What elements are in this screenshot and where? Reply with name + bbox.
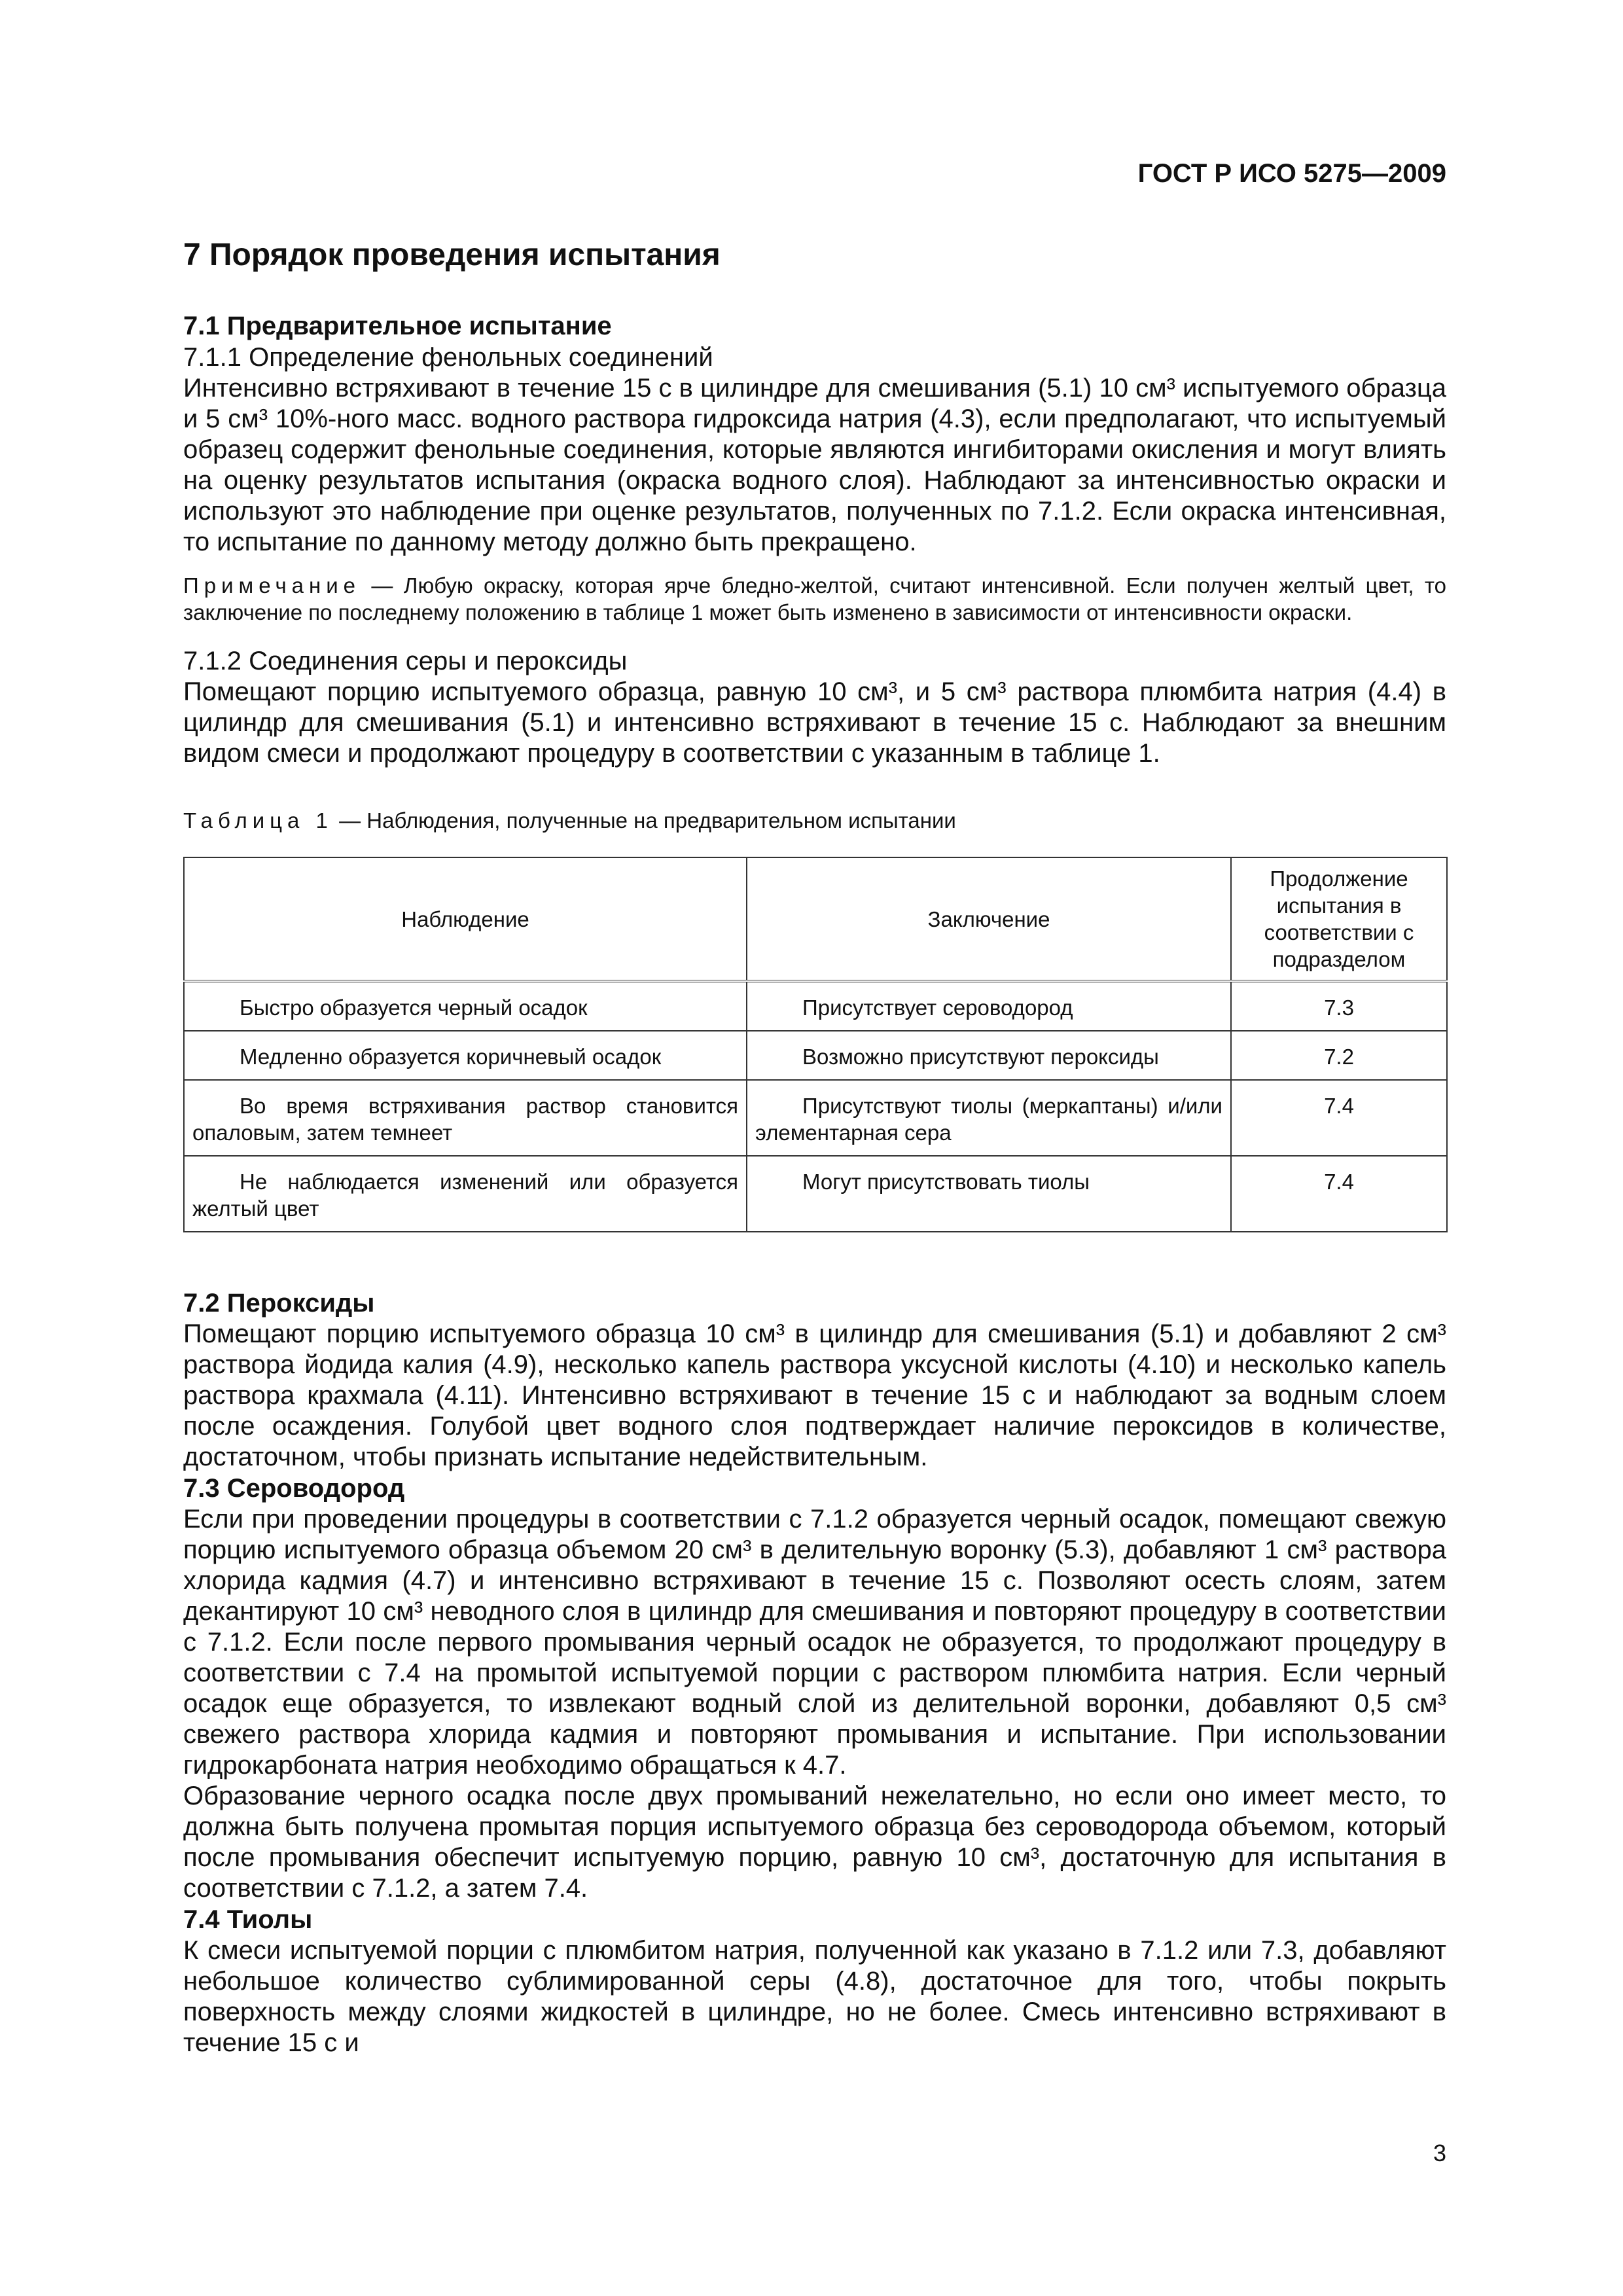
table-cell-observation — [184, 1031, 747, 1080]
table-cell-conclusion — [747, 1080, 1231, 1156]
section-7-1-2-heading: 7.1.2 Соединения серы и пероксиды — [183, 647, 628, 675]
table-cell-continuation: 7.2 — [1231, 1031, 1447, 1080]
section-7-3-text-1: Если при проведении процедуры в соответствии с 7.1.2 образуется черный осадок, помещают свежую порцию испытуемого образца объемом 20 см³ в делительную воронку (5.3), добавляют 1 см³ раствора хлорида кадмия (4.7) и интенсивно встряхивают в течение 15 с. Позволяют осесть слоям, затем декантируют 10 см³ неводного слоя в цилиндр для смешивания и повторяют процедуру в соответствии с 7.1.2. Если после первого промывания черный осадок не образуется, то продолжают процедуру в соответствии с 7.4 на промытой испытуемой порции с раствором плюмбита натрия. Если черный осадок еще образуется, то извлекают водный слой из делительной воронки, добавляют 0,5 см³ свежего раствора хлорида кадмия и повторяют промывания и испытание. При использовании гидрокарбоната натрия необходимо обращаться к 4.7. — [183, 1505, 1446, 1780]
document-page — [183, 157, 1446, 2058]
section-7-2-heading: 7.2 Пероксиды — [183, 1289, 375, 1318]
table-row — [184, 981, 1447, 1031]
section-7-2-text: Помещают порцию испытуемого образца 10 см³ в цилиндр для смешивания (5.1) и добавляют 2 см³ раствора йодида калия (4.9), несколько капель раствора уксусной кислоты (4.10) и несколько капель раствора крахмала (4.11). Интенсивно встряхивают в течение 15 с и наблюдают за водным слоем после осаждения. Голубой цвет водного слоя подтверждает наличие пероксидов в количестве, достаточном, чтобы признать испытание недействительным. — [183, 1319, 1446, 1471]
table-row — [184, 1031, 1447, 1080]
table-header-observation: Наблюдение — [184, 857, 747, 981]
table-cell-observation — [184, 1080, 747, 1156]
note-text: — Любую окраску, которая ярче бледно-желтой, считают интенсивной. Если получен желтый цвет, то заключение по последнему положению в таблице 1 может быть изменено в зависимости от интенсивности окраски. — [183, 573, 1446, 624]
table-cell-text: Во время встряхивания раствор становится опаловым, затем темнеет — [192, 1094, 738, 1145]
table-header-continuation: Продолжение испытания в соответствии с подразделом — [1231, 857, 1447, 981]
document-code: ГОСТ Р ИСО 5275—2009 — [1137, 159, 1446, 188]
table-cell-text: Могут присутствовать тиолы — [802, 1170, 1090, 1194]
table-cell-observation — [184, 1156, 747, 1232]
table-1-caption — [183, 807, 1446, 834]
section-7-1-1-paragraph: Интенсивно встряхивают в течение 15 с в цилиндре для смешивания (5.1) 10 см³ испытуемого образца и 5 см³ 10%-ного масс. водного раствора гидроксида натрия (4.3), если предполагают, что испытуемый образец содержит фенольные соединения, которые являются ингибиторами окисления и могут влиять на оценку результатов испытания (окраска водного слоя). Наблюдают за интенсивностью окраски и используют это наблюдение при оценке результатов, полученных по 7.1.2. Если окраска интенсивная, то испытание по данному методу должно быть прекращено. — [183, 374, 1446, 556]
table-cell-text: Не наблюдается изменений или образуется желтый цвет — [192, 1170, 738, 1221]
table-cell-text: Присутствуют тиолы (меркаптаны) и/или элементарная сера — [755, 1094, 1222, 1145]
section-7-4-text: К смеси испытуемой порции с плюмбитом натрия, полученной как указано в 7.1.2 или 7.3, добавляют небольшое количество сублимированной серы (4.8), достаточное для того, чтобы покрыть поверхность между слоями жидкостей в цилиндре, но не более. Смесь интенсивно встряхивают в течение 15 с и — [183, 1936, 1446, 2057]
table-cell-conclusion — [747, 1031, 1231, 1080]
table-1-caption-text: — Наблюдения, полученные на предварительном испытании — [339, 808, 956, 833]
section-7-1-1-text — [183, 373, 1446, 558]
table-cell-text: Возможно присутствуют пероксиды — [802, 1045, 1159, 1069]
section-7-3-heading: 7.3 Сероводород — [183, 1474, 405, 1503]
table-1-caption-label: Таблица 1 — [183, 808, 333, 833]
table-cell-text: Присутствует сероводород — [802, 996, 1073, 1020]
section-7-1-heading: 7.1 Предварительное испытание — [183, 312, 612, 340]
section-7-3-text-2: Образование черного осадка после двух промываний нежелательно, но если оно имеет место, то должна быть получена промытая порция испытуемого образца без сероводорода объемом, который после промывания обеспечит испытуемую порцию, равную 10 см³, достаточную для испытания в соответствии с 7.1.2, а затем 7.4. — [183, 1782, 1446, 1903]
table-cell-text: Медленно образуется коричневый осадок — [240, 1045, 662, 1069]
table-cell-text: Быстро образуется черный осадок — [240, 996, 588, 1020]
table-row — [184, 1156, 1447, 1232]
table-cell-conclusion — [747, 981, 1231, 1031]
table-header-conclusion: Заключение — [747, 857, 1231, 981]
section-7-heading: 7 Порядок проведения испытания — [183, 238, 721, 272]
note-label: Примечание — [183, 573, 361, 598]
section-7-4-heading: 7.4 Тиолы — [183, 1905, 313, 1934]
observations-table — [183, 857, 1448, 1232]
page-number: 3 — [1433, 2140, 1446, 2166]
table-cell-continuation: 7.4 — [1231, 1156, 1447, 1232]
note-paragraph — [183, 572, 1446, 626]
table-row — [184, 1080, 1447, 1156]
table-cell-conclusion — [747, 1156, 1231, 1232]
table-cell-continuation: 7.3 — [1231, 981, 1447, 1031]
table-header-row — [184, 857, 1447, 981]
section-7-1-1-heading: 7.1.1 Определение фенольных соединений — [183, 343, 713, 372]
section-7-1-2-text: Помещают порцию испытуемого образца, равную 10 см³, и 5 см³ раствора плюмбита натрия (4.4) в цилиндр для смешивания (5.1) и интенсивно встряхивают в течение 15 с. Наблюдают за внешним видом смеси и продолжают процедуру в соответствии с указанным в таблице 1. — [183, 677, 1446, 768]
table-cell-continuation: 7.4 — [1231, 1080, 1447, 1156]
table-cell-observation — [184, 981, 747, 1031]
